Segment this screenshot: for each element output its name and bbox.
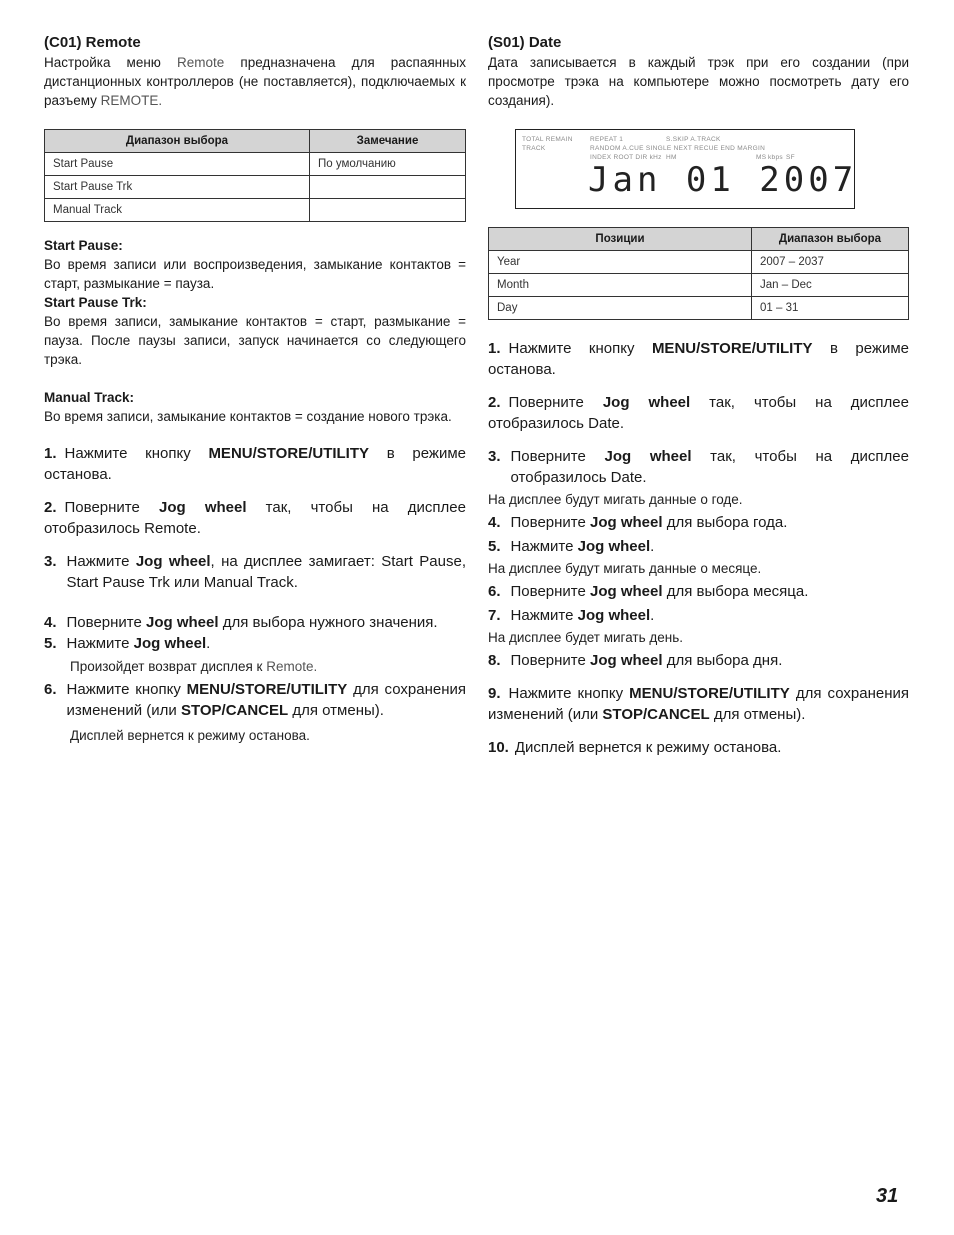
manual-track-text: Во время записи, замыкание контактов = создание нового трэка. [44, 409, 452, 424]
date-step-2: 2. Поверните Jog wheel так, чтобы на дисплее отобразилось Date. [488, 394, 909, 432]
table-cell: Start Pause [45, 153, 310, 176]
date-intro: Дата записывается в каждый трэк при его создании (при просмотре трэка на компьютере можно посмотреть дату его создания). [488, 55, 909, 108]
section-title-remote: (C01) Remote [44, 34, 141, 51]
lcd-indicator: RANDOM A.CUE SINGLE NEXT RECUE END MARGIN [590, 145, 766, 152]
date-step-4: 4. Поверните Jog wheel для выбора года. [488, 514, 788, 531]
table-row [489, 297, 909, 320]
date-step-7: 7. Нажмите Jog wheel. [488, 607, 655, 624]
start-pause-trk-heading: Start Pause Trk: [44, 295, 147, 310]
start-pause-text: Во время записи или воспроизведения, замыкание контактов = старт, размыкание = пауза. [44, 257, 466, 291]
date-step-5: 5. Нажмите Jog wheel. [488, 538, 655, 555]
date-step-5-note: На дисплее будут мигать данные о месяце. [488, 561, 762, 576]
lcd-indicator: TRACK [522, 145, 546, 152]
lcd-indicator: kbps [768, 154, 783, 161]
date-step-10: 10. Дисплей вернется к режиму останова. [488, 739, 782, 756]
page-number: 31 [876, 1185, 899, 1207]
table-row [45, 176, 466, 199]
lcd-indicator: TOTAL REMAIN [522, 136, 573, 143]
remote-step-5: 5. Нажмите Jog wheel. [44, 635, 211, 652]
lcd-indicator: SF [786, 154, 795, 161]
start-pause-heading: Start Pause: [44, 238, 123, 253]
table-header: Диапазон выбора [45, 130, 310, 153]
date-step-1: 1. Нажмите кнопку MENU/STORE/UTILITY в режиме останова. [488, 340, 910, 378]
lcd-indicator: INDEX ROOT DIR kHz [590, 154, 662, 161]
table-row [489, 274, 909, 297]
table-cell [310, 199, 466, 222]
table-header: Диапазон выбора [752, 228, 909, 251]
section-title-date: (S01) Date [488, 34, 562, 51]
lcd-indicator: REPEAT 1 [590, 136, 624, 143]
table-header: Позиции [489, 228, 752, 251]
lcd-indicator: HM [666, 154, 677, 161]
table-row [489, 251, 909, 274]
date-step-9: 9. Нажмите кнопку MENU/STORE/UTILITY для сохранения изменений (или STOP/CANCEL для отмены). [488, 685, 909, 723]
remote-step-6-note: Дисплей вернется к режиму останова. [70, 728, 310, 743]
table-row [45, 153, 466, 176]
date-step-3-note: На дисплее будут мигать данные о годе. [488, 492, 743, 507]
table-cell: 2007 – 2037 [752, 251, 909, 274]
start-pause-trk-block [44, 293, 466, 369]
lcd-indicator: MS [756, 154, 767, 161]
remote-step-6: 6. Нажмите кнопку MENU/STORE/UTILITY для сохранения изменений (или STOP/CANCEL для отмены). [44, 681, 466, 719]
left-column [44, 34, 466, 745]
table-row [45, 199, 466, 222]
date-step-6: 6. Поверните Jog wheel для выбора месяца. [488, 583, 809, 600]
table-cell: Month [489, 274, 752, 297]
start-pause-block [44, 236, 466, 293]
date-step-3: 3. Поверните Jog wheel так, чтобы на дисплее отобразилось Date. [488, 448, 909, 486]
table-cell: Day [489, 297, 752, 320]
table-header: Замечание [310, 130, 466, 153]
lcd-display-illustration [515, 129, 858, 209]
right-column [488, 34, 909, 758]
table-cell: 01 – 31 [752, 297, 909, 320]
remote-intro: Настройка меню Remote предназначена для распаянных дистанционных контроллеров (не поставляется), подключаемых к разъему REMOTE. [44, 55, 466, 108]
lcd-indicator: S.SKIP A.TRACK [666, 136, 721, 143]
lcd-main-readout: Jan 01 2007 [588, 160, 858, 200]
remote-options-table [44, 129, 466, 222]
date-step-7-note: На дисплее будет мигать день. [488, 630, 683, 645]
remote-step-5-note: Произойдет возврат дисплея к Remote. [70, 659, 318, 674]
table-header-row [45, 130, 466, 153]
date-step-8: 8. Поверните Jog wheel для выбора дня. [488, 652, 783, 669]
table-cell: Manual Track [45, 199, 310, 222]
table-cell: Jan – Dec [752, 274, 909, 297]
manual-track-heading: Manual Track: [44, 390, 135, 405]
table-header-row [489, 228, 909, 251]
remote-step-2: 2. Поверните Jog wheel так, чтобы на дисплее отобразилось Remote. [44, 499, 466, 537]
remote-step-4: 4. Поверните Jog wheel для выбора нужного значения. [44, 614, 438, 631]
manual-track-block [44, 388, 466, 426]
table-cell [310, 176, 466, 199]
table-cell: По умолчанию [310, 153, 466, 176]
table-cell: Start Pause Trk [45, 176, 310, 199]
remote-step-1: 1. Нажмите кнопку MENU/STORE/UTILITY в режиме останова. [44, 445, 467, 483]
table-cell: Year [489, 251, 752, 274]
start-pause-trk-text: Во время записи, замыкание контактов = старт, размыкание = пауза. После паузы записи, запуск начинается со следующего трэка. [44, 314, 466, 367]
date-options-table [488, 227, 909, 320]
remote-step-3: 3. Нажмите Jog wheel, на дисплее замигает: Start Pause, Start Pause Trk или Manual Track. [44, 553, 466, 591]
